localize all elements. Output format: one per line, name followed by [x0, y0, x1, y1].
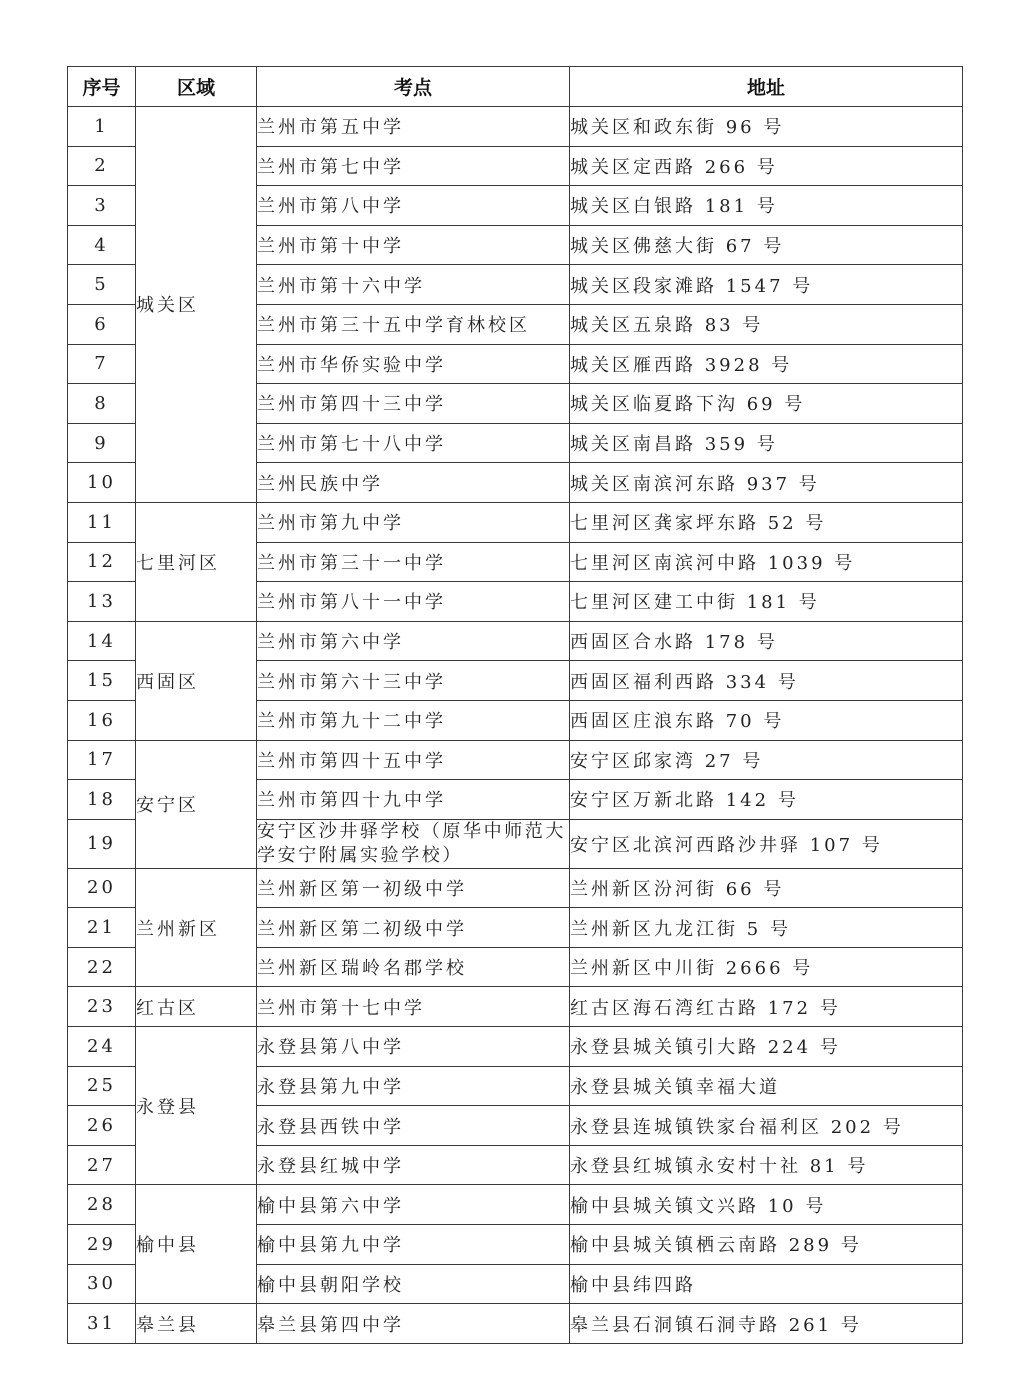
row-number: 26 [68, 1106, 136, 1146]
region-cell: 安宁区 [136, 740, 257, 868]
table-header-row [68, 67, 963, 107]
exam-site-cell: 兰州市第十七中学 [257, 987, 570, 1027]
exam-site-cell: 榆中县朝阳学校 [257, 1264, 570, 1304]
row-number: 23 [68, 987, 136, 1027]
table-row [68, 740, 963, 780]
region-cell: 兰州新区 [136, 868, 257, 987]
header-region: 区域 [136, 67, 257, 107]
row-number: 13 [68, 582, 136, 622]
table-row [68, 868, 963, 908]
exam-site-cell: 兰州新区第一初级中学 [257, 868, 570, 908]
row-number: 29 [68, 1225, 136, 1265]
exam-site-cell: 兰州民族中学 [257, 463, 570, 503]
address-cell: 城关区临夏路下沟 69 号 [570, 384, 963, 424]
exam-site-cell: 兰州市第三十五中学育林校区 [257, 304, 570, 344]
row-number: 21 [68, 908, 136, 948]
row-number: 10 [68, 463, 136, 503]
row-number: 27 [68, 1145, 136, 1185]
exam-site-cell: 兰州市第九十二中学 [257, 700, 570, 740]
exam-site-cell: 永登县红城中学 [257, 1145, 570, 1185]
address-cell: 兰州新区九龙江街 5 号 [570, 908, 963, 948]
address-cell: 红古区海石湾红古路 172 号 [570, 987, 963, 1027]
row-number: 30 [68, 1264, 136, 1304]
region-cell: 红古区 [136, 987, 257, 1027]
table-row [68, 621, 963, 661]
address-cell: 七里河区龚家坪东路 52 号 [570, 502, 963, 542]
exam-site-cell: 兰州市第六十三中学 [257, 661, 570, 701]
table-body [68, 107, 963, 1344]
exam-site-cell: 兰州市第五中学 [257, 107, 570, 147]
row-number: 8 [68, 384, 136, 424]
region-cell: 永登县 [136, 1027, 257, 1185]
exam-site-cell: 兰州市第十中学 [257, 225, 570, 265]
table-row [68, 107, 963, 147]
row-number: 15 [68, 661, 136, 701]
row-number: 24 [68, 1027, 136, 1067]
address-cell: 榆中县纬四路 [570, 1264, 963, 1304]
address-cell: 皋兰县石洞镇石洞寺路 261 号 [570, 1304, 963, 1344]
exam-site-cell: 兰州市第八十一中学 [257, 582, 570, 622]
row-number: 11 [68, 502, 136, 542]
exam-site-cell: 兰州市第四十九中学 [257, 780, 570, 820]
exam-site-cell: 榆中县第九中学 [257, 1225, 570, 1265]
row-number: 1 [68, 107, 136, 147]
table-row [68, 1304, 963, 1344]
address-cell: 永登县城关镇引大路 224 号 [570, 1027, 963, 1067]
row-number: 17 [68, 740, 136, 780]
header-site: 考点 [257, 67, 570, 107]
exam-site-cell: 榆中县第六中学 [257, 1185, 570, 1225]
region-cell: 西固区 [136, 621, 257, 740]
row-number: 7 [68, 344, 136, 384]
table-row [68, 987, 963, 1027]
row-number: 28 [68, 1185, 136, 1225]
address-cell: 城关区定西路 266 号 [570, 146, 963, 186]
exam-site-cell: 兰州市第四十五中学 [257, 740, 570, 780]
address-cell: 永登县城关镇幸福大道 [570, 1066, 963, 1106]
row-number: 4 [68, 225, 136, 265]
row-number: 12 [68, 542, 136, 582]
row-number: 5 [68, 265, 136, 305]
address-cell: 榆中县城关镇栖云南路 289 号 [570, 1225, 963, 1265]
exam-site-cell: 永登县西铁中学 [257, 1106, 570, 1146]
row-number: 9 [68, 423, 136, 463]
exam-site-cell: 兰州市第七十八中学 [257, 423, 570, 463]
region-cell: 七里河区 [136, 502, 257, 621]
exam-site-cell: 皋兰县第四中学 [257, 1304, 570, 1344]
address-cell: 安宁区万新北路 142 号 [570, 780, 963, 820]
address-cell: 西固区庄浪东路 70 号 [570, 700, 963, 740]
address-cell: 西固区福利西路 334 号 [570, 661, 963, 701]
exam-site-cell: 安宁区沙井驿学校（原华中师范大学安宁附属实验学校） [257, 819, 570, 868]
header-no: 序号 [68, 67, 136, 107]
address-cell: 七里河区建工中街 181 号 [570, 582, 963, 622]
exam-site-cell: 兰州市第七中学 [257, 146, 570, 186]
address-cell: 七里河区南滨河中路 1039 号 [570, 542, 963, 582]
exam-site-cell: 兰州市第四十三中学 [257, 384, 570, 424]
address-cell: 城关区南昌路 359 号 [570, 423, 963, 463]
row-number: 18 [68, 780, 136, 820]
address-cell: 城关区五泉路 83 号 [570, 304, 963, 344]
table-row [68, 1185, 963, 1225]
exam-site-cell: 兰州新区瑞岭名郡学校 [257, 947, 570, 987]
address-cell: 安宁区邱家湾 27 号 [570, 740, 963, 780]
exam-site-cell: 兰州市第六中学 [257, 621, 570, 661]
row-number: 2 [68, 146, 136, 186]
exam-site-cell: 兰州市第九中学 [257, 502, 570, 542]
address-cell: 城关区和政东街 96 号 [570, 107, 963, 147]
address-cell: 安宁区北滨河西路沙井驿 107 号 [570, 819, 963, 868]
exam-site-cell: 兰州市第八中学 [257, 186, 570, 226]
row-number: 25 [68, 1066, 136, 1106]
table-row [68, 1027, 963, 1067]
table-row [68, 502, 963, 542]
address-cell: 城关区雁西路 3928 号 [570, 344, 963, 384]
exam-site-cell: 兰州市第三十一中学 [257, 542, 570, 582]
exam-site-cell: 兰州市第十六中学 [257, 265, 570, 305]
exam-site-cell: 永登县第八中学 [257, 1027, 570, 1067]
address-cell: 兰州新区汾河街 66 号 [570, 868, 963, 908]
address-cell: 城关区段家滩路 1547 号 [570, 265, 963, 305]
address-cell: 西固区合水路 178 号 [570, 621, 963, 661]
address-cell: 永登县连城镇铁家台福利区 202 号 [570, 1106, 963, 1146]
exam-site-cell: 兰州市华侨实验中学 [257, 344, 570, 384]
region-cell: 榆中县 [136, 1185, 257, 1304]
row-number: 3 [68, 186, 136, 226]
row-number: 31 [68, 1304, 136, 1344]
row-number: 6 [68, 304, 136, 344]
row-number: 20 [68, 868, 136, 908]
region-cell: 皋兰县 [136, 1304, 257, 1344]
region-cell: 城关区 [136, 107, 257, 503]
row-number: 14 [68, 621, 136, 661]
header-address: 地址 [570, 67, 963, 107]
address-cell: 城关区白银路 181 号 [570, 186, 963, 226]
address-cell: 兰州新区中川街 2666 号 [570, 947, 963, 987]
address-cell: 榆中县城关镇文兴路 10 号 [570, 1185, 963, 1225]
row-number: 22 [68, 947, 136, 987]
address-cell: 永登县红城镇永安村十社 81 号 [570, 1145, 963, 1185]
row-number: 16 [68, 700, 136, 740]
exam-site-cell: 兰州新区第二初级中学 [257, 908, 570, 948]
address-cell: 城关区佛慈大街 67 号 [570, 225, 963, 265]
row-number: 19 [68, 819, 136, 868]
address-cell: 城关区南滨河东路 937 号 [570, 463, 963, 503]
exam-site-table [67, 66, 963, 1344]
exam-site-cell: 永登县第九中学 [257, 1066, 570, 1106]
